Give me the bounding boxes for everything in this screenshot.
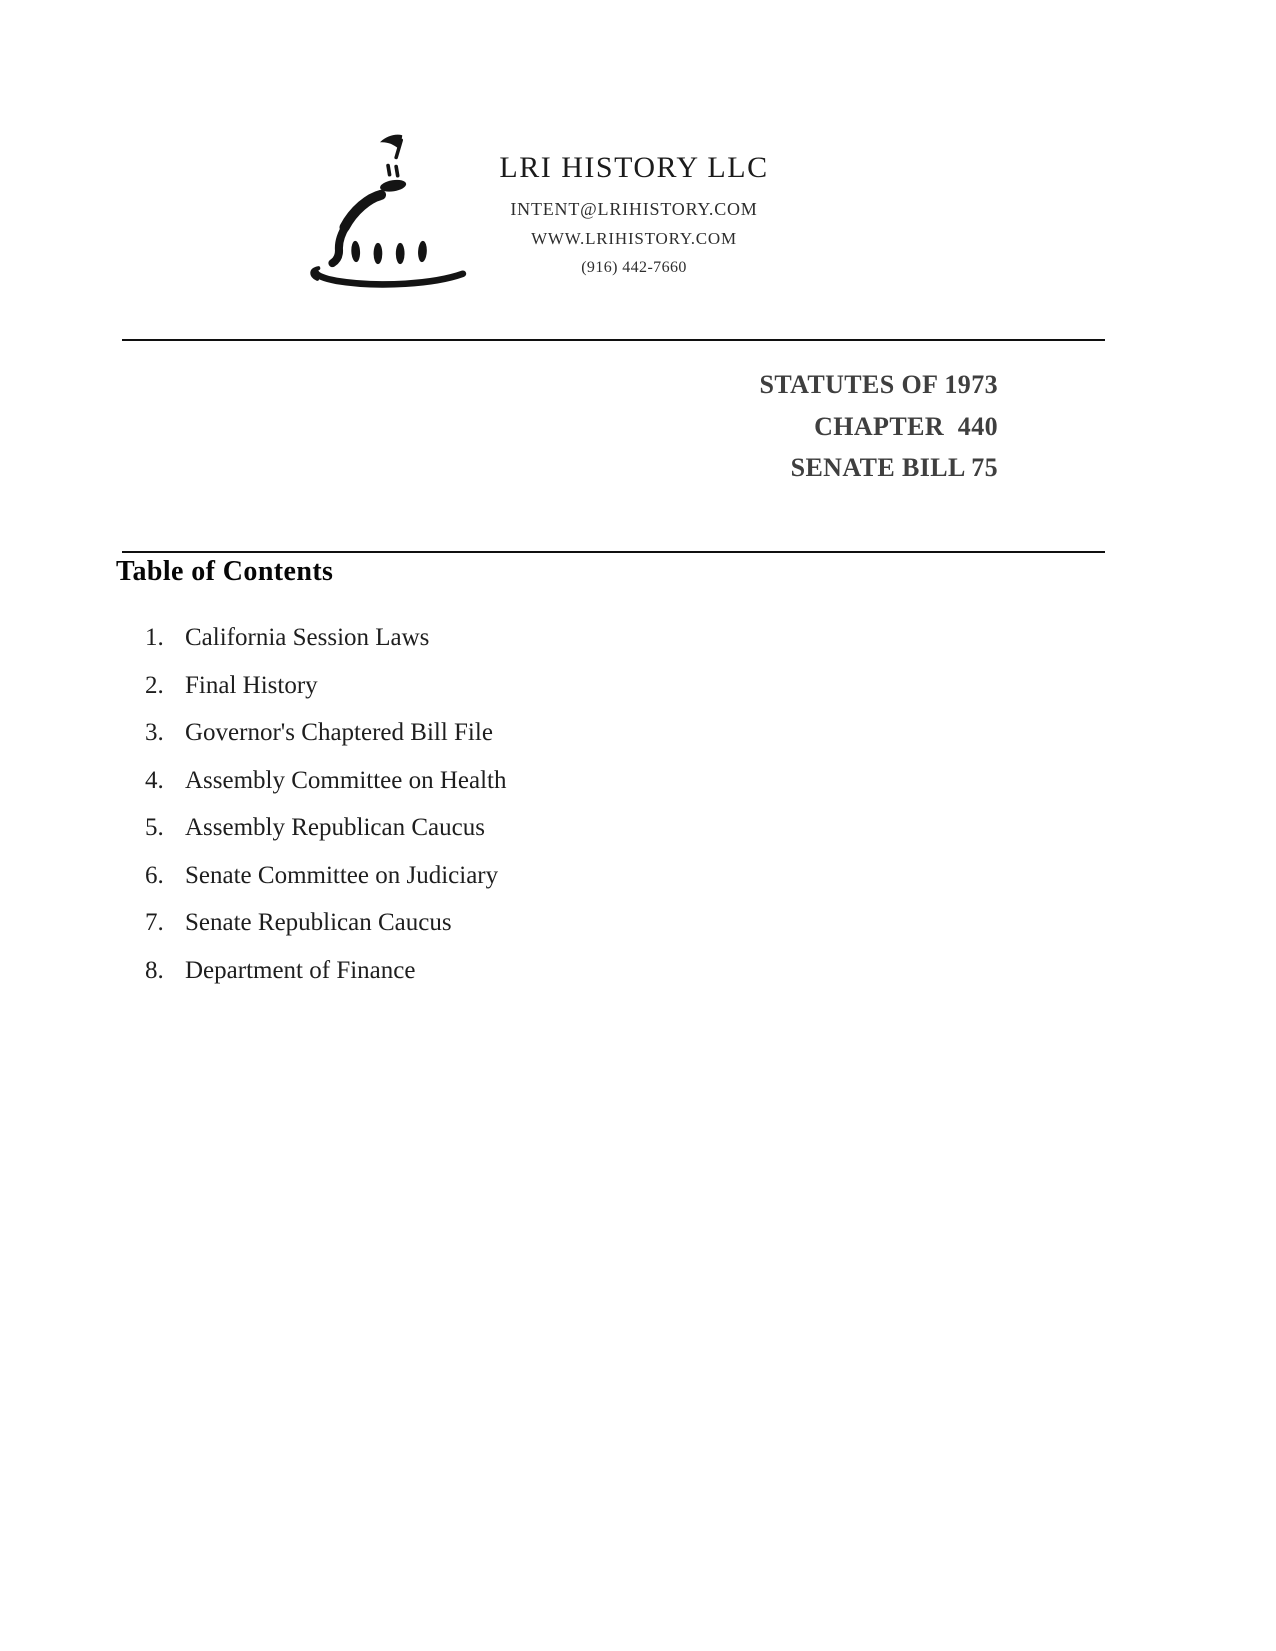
company-email: INTENT@LRIHISTORY.COM bbox=[510, 199, 758, 219]
toc-item-label: Department of Finance bbox=[185, 956, 416, 984]
toc-item bbox=[145, 909, 506, 937]
divider-bottom bbox=[122, 551, 1105, 553]
toc-item-label: California Session Laws bbox=[185, 624, 430, 651]
toc-item-number: 2. bbox=[145, 671, 164, 699]
toc-item-label: Governor's Chaptered Bill File bbox=[185, 719, 493, 746]
divider-top bbox=[122, 339, 1105, 341]
toc-item-label: Final History bbox=[185, 671, 318, 699]
toc-item bbox=[145, 814, 506, 842]
toc-item-number: 1. bbox=[145, 624, 164, 651]
toc-item-number: 4. bbox=[145, 766, 164, 794]
toc-item-label: Senate Republican Caucus bbox=[185, 909, 452, 936]
statute-title-block bbox=[759, 364, 998, 489]
toc-item bbox=[145, 719, 506, 747]
toc-item-number: 3. bbox=[145, 719, 164, 746]
toc-heading: Table of Contents bbox=[116, 556, 334, 587]
toc-item-number: 7. bbox=[145, 909, 164, 936]
senate-bill-line: SENATE BILL 75 bbox=[790, 453, 998, 482]
toc-list bbox=[145, 624, 506, 1004]
toc-item bbox=[145, 957, 506, 985]
letterhead bbox=[434, 150, 834, 277]
company-website: WWW.LRIHISTORY.COM bbox=[531, 229, 737, 248]
company-name: LRI HISTORY LLC bbox=[499, 151, 769, 184]
toc-item bbox=[145, 862, 506, 890]
statutes-year-line: STATUTES OF 1973 bbox=[759, 370, 998, 399]
toc-item bbox=[145, 672, 506, 700]
toc-item-number: 5. bbox=[145, 814, 164, 841]
toc-item-label: Senate Committee on Judiciary bbox=[185, 861, 499, 889]
toc-item bbox=[145, 767, 506, 795]
toc-item-number: 8. bbox=[145, 956, 164, 984]
toc-item-number: 6. bbox=[145, 861, 164, 889]
company-phone: (916) 442-7660 bbox=[581, 259, 687, 276]
toc-item-label: Assembly Republican Caucus bbox=[185, 814, 485, 841]
toc-item bbox=[145, 624, 506, 652]
toc-item-label: Assembly Committee on Health bbox=[185, 766, 507, 794]
chapter-line: CHAPTER 440 bbox=[814, 411, 998, 441]
